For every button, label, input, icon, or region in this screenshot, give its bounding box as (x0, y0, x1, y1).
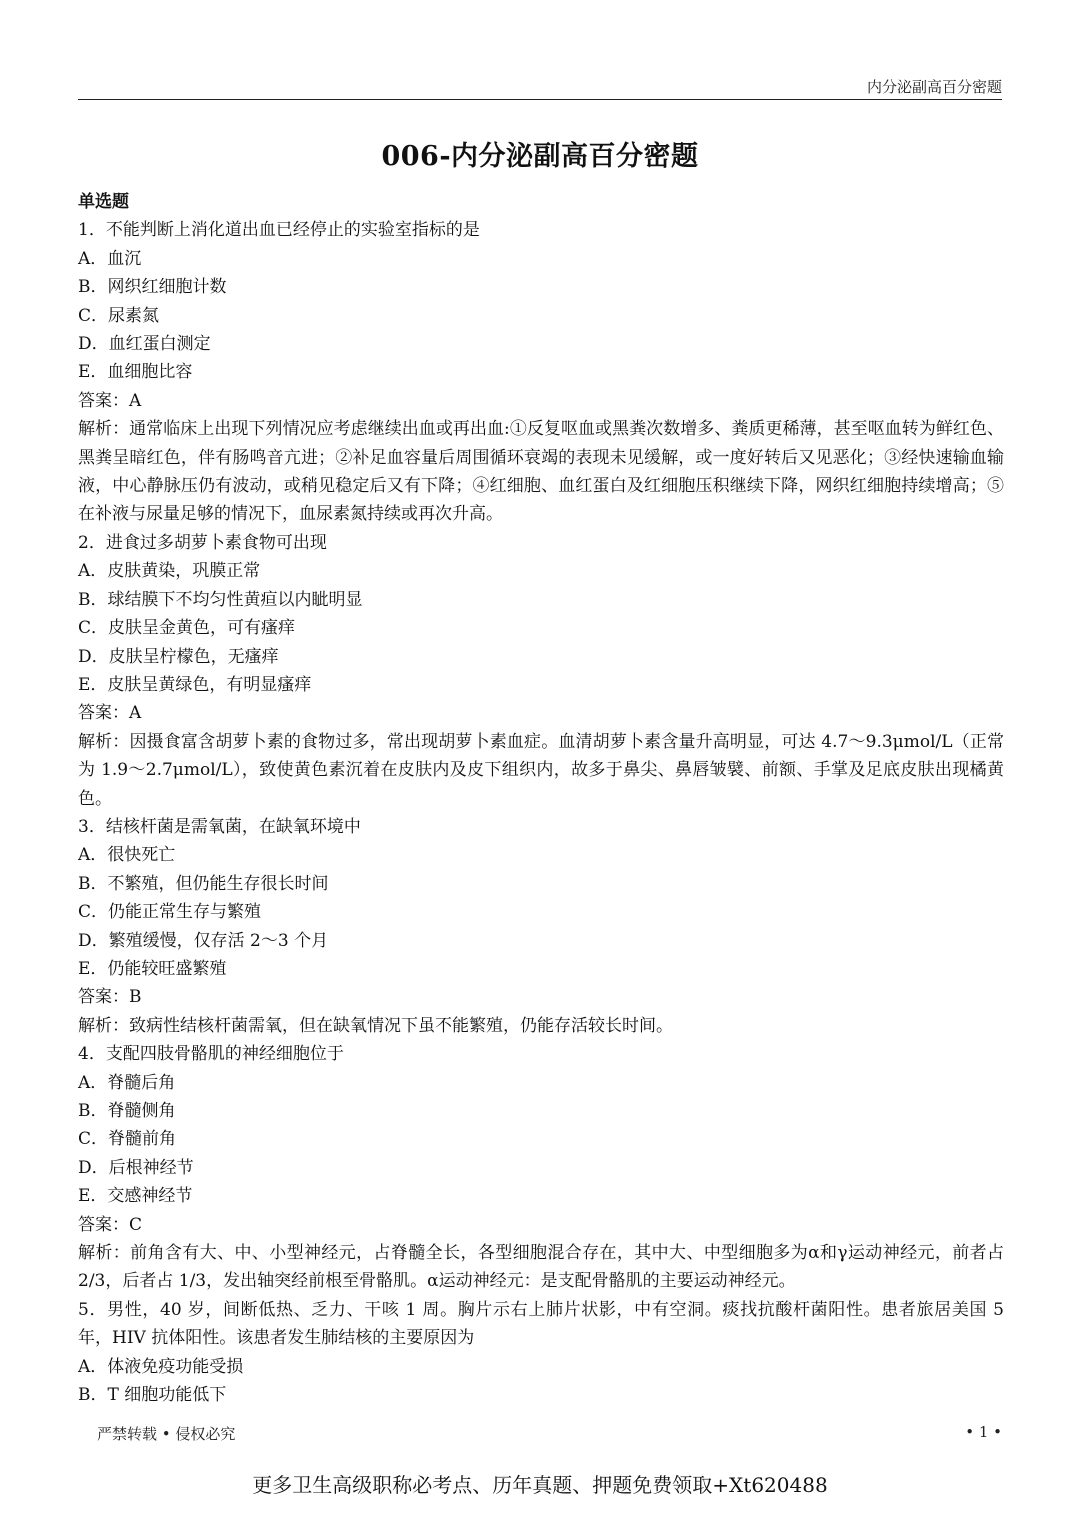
option: E．仍能较旺盛繁殖 (78, 958, 227, 979)
document-body (78, 188, 1004, 1409)
option: C．仍能正常生存与繁殖 (78, 902, 262, 923)
page-number: • 1 • (965, 1423, 1002, 1441)
header-title: 内分泌副高百分密题 (866, 78, 1002, 96)
answer: 答案：A (78, 703, 142, 724)
option: C．皮肤呈金黄色，可有瘙痒 (78, 618, 296, 639)
option: A．皮肤黄染，巩膜正常 (78, 561, 261, 582)
question-stem: 3．结核杆菌是需氧菌，在缺氧环境中 (78, 816, 361, 837)
option: B．脊髓侧角 (78, 1101, 176, 1121)
option: E．血细胞比容 (78, 362, 193, 383)
option: C．尿素氮 (78, 305, 160, 326)
analysis: 解析：通常临床上出现下列情况应考虑继续出血或再出血:①反复呕血或黑粪次数增多、粪质更稀薄，甚至呕血转为鲜红色、黑粪呈暗红色，伴有肠鸣音亢进；②补足血容量后周围循环衰竭的表现未见缓解，或一度好转后又见恶化；③经快速输血输液，中心静脉压仍有波动，或稍见稳定后又有下降；④红细胞、血红蛋白及红细胞压积继续下降，网织红细胞持续增高；⑤在补液与尿量足够的情况下，血尿素氮持续或再次升高。 (78, 419, 1004, 525)
question-stem: 4．支配四肢骨骼肌的神经细胞位于 (78, 1044, 344, 1065)
question-stem: 5．男性，40 岁，间断低热、乏力、干咳 1 周。胸片示右上肺片状影，中有空洞。痰找抗酸杆菌阳性。患者旅居美国 5 年，HIV 抗体阳性。该患者发生肺结核的主要原因为 (78, 1299, 1004, 1349)
option: B．不繁殖，但仍能生存很长时间 (78, 873, 329, 894)
option: E．交感神经节 (78, 1186, 193, 1207)
document-title: 006-内分泌副高百分密题 (381, 141, 699, 172)
analysis: 解析：前角含有大、中、小型神经元，占脊髓全长，各型细胞混合存在，其中大、中型细胞多为α和γ运动神经元，前者占 2/3，后者占 1/3，发出轴突经前根至骨骼肌。α运动神经元：是支配骨骼肌的主要运动神经元。 (78, 1243, 1004, 1292)
analysis: 解析：致病性结核杆菌需氧，但在缺氧情况下虽不能繁殖，仍能存活较长时间。 (78, 1015, 673, 1036)
question-2 (78, 529, 1004, 813)
analysis: 解析：因摄食富含胡萝卜素的食物过多，常出现胡萝卜素血症。血清胡萝卜素含量升高明显，可达 4.7～9.3μmol/L（正常为 1.9～2.7μmol/L），致使黄色素沉着在皮肤内及皮下组织内，故多于鼻尖、鼻唇皱襞、前额、手掌及足底皮肤出现橘黄色。 (78, 731, 1004, 809)
question-stem: 1．不能判断上消化道出血已经停止的实验室指标的是 (78, 220, 480, 241)
option: A．很快死亡 (78, 845, 176, 866)
section-heading: 单选题 (78, 192, 129, 212)
answer: 答案：B (78, 987, 142, 1008)
copyright-notice: 严禁转载 • 侵权必究 (97, 1425, 236, 1443)
option: B．T 细胞功能低下 (78, 1385, 227, 1406)
promo-banner-text: 更多卫生高级职称必考点、历年真题、押题免费领取+Xt620488 (252, 1473, 828, 1497)
question-4 (78, 1040, 1004, 1296)
option: C．脊髓前角 (78, 1129, 177, 1150)
option: B．网织红细胞计数 (78, 277, 227, 298)
answer: 答案：A (78, 390, 142, 411)
header-divider (78, 99, 1002, 100)
option: D．繁殖缓慢，仅存活 2～3 个月 (78, 930, 329, 951)
option: A．血沉 (78, 248, 142, 269)
answer: 答案：C (78, 1214, 143, 1235)
question-5 (78, 1296, 1004, 1410)
option: E．皮肤呈黄绿色，有明显瘙痒 (78, 674, 312, 695)
option: A．脊髓后角 (78, 1072, 176, 1093)
option: D．皮肤呈柠檬色，无瘙痒 (78, 646, 279, 667)
question-stem: 2．进食过多胡萝卜素食物可出现 (78, 532, 327, 553)
option: B．球结膜下不均匀性黄疸以内眦明显 (78, 589, 363, 610)
question-3 (78, 813, 1004, 1040)
option: A．体液免疫功能受损 (78, 1356, 244, 1377)
question-1 (78, 216, 1004, 528)
option: D．后根神经节 (78, 1157, 194, 1178)
option: D．血红蛋白测定 (78, 334, 211, 355)
